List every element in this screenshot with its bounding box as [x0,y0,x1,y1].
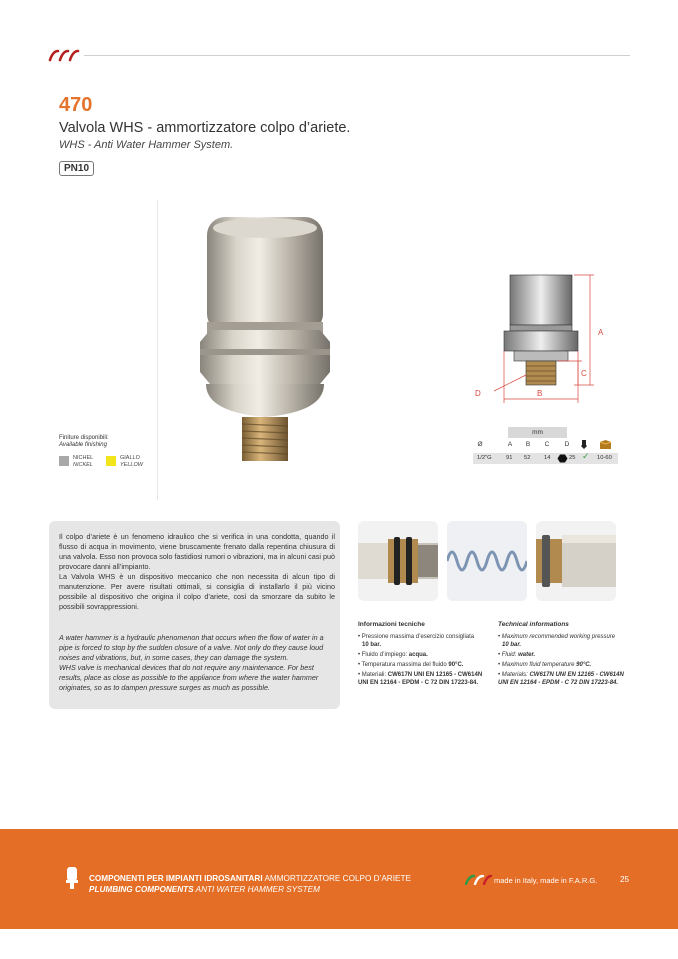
finishes-title-it: Finiture disponibili: [59,435,109,441]
description-italian [59,532,335,612]
brand-logo-icon [48,48,80,62]
dimensions-unit: mm [508,427,567,438]
detail-photo-seal [358,521,438,601]
description-it-paragraph-2: La Valvola WHS è un dispositivo meccanico che non necessita di alcun tipo di manutenzione. Per avere risultati ottimali, si consiglia di installarlo il più vicino possibile al dispositivo che origina il colpo d’ariete, così da smorzare da subito le possibili sovrappressioni. [59,572,335,611]
tech-info-it-heading: Informazioni tecniche [358,621,425,628]
description-english [59,633,335,693]
valve-footer-icon [66,867,78,889]
dim-label-a: A [598,328,604,337]
detail-photo-piston [536,521,616,601]
dim-header-c: C [544,441,550,448]
package-icon [599,439,612,450]
footer-category-it: COMPONENTI PER IMPIANTI IDROSANITARI AMMORTIZZATORE COLPO D’ARIETE [89,874,411,883]
product-title: Valvola WHS - ammortizzatore colpo d’ariete. [59,120,351,136]
dim-value-a: 91 [506,455,513,461]
dim-value-d: 25 [569,455,576,461]
pressure-badge: PN10 [59,161,94,176]
description-en-paragraph-2: WHS valve is mechanical devices that do not require any maintenance. For best results, place as close as possible to the appliance from where the water hammer originates, so as to dampen pressure surges as much as possible. [59,663,319,692]
dim-label-d: D [475,389,481,398]
finishes-title [59,435,109,449]
detail-photo-spring [447,521,527,601]
tech-info-en: Technical informations • Maximum recommended working pressure 10 bar. • Fluid: water. • Maximum fluid temperature 90°C. • Materials: CW617N UNI EN 12165 - CW614N UNI EN 12164 - EPDM - C 72 DIN 17223-84. [498,621,626,688]
page-number: 25 [620,875,630,884]
tech-info-it: Informazioni tecniche • Pressione massima d’esercizio consigliata 10 bar. • Fluido d’impiego: acqua. • Temperatura massima del fluido 90°C. • Materiali: CW617N UNI EN 12165 - CW614N UNI EN 12164 - EPDM - C 72 DIN 17223-84. [358,621,486,688]
product-subtitle: WHS - Anti Water Hammer System. [59,139,234,151]
finishes-title-en: Available finishing [59,442,107,448]
finish-label-yellow: GIALLO YELLOW [120,455,143,468]
dim-header-d: D [564,441,570,448]
dim-header-b: B [525,441,531,448]
header-rule [84,55,630,56]
dim-value-qty: 10-60 [597,455,612,461]
dim-header-diameter: Ø [477,441,483,448]
finish-label-nickel: NICHEL NICKEL [73,455,94,468]
description-en-paragraph-1: A water hammer is a hydraulic phenomenon that occurs when the flow of water in a pipe is forced to stop by the sudden closure of a valve. Not only do they cause loud noises and vibrations, but, in some cases, they can damage the system. [59,633,324,662]
technical-drawing [470,265,620,405]
finish-swatch-yellow [106,456,116,466]
check-icon: ✓ [582,451,590,461]
italy-flag-icon [465,873,492,885]
dim-header-a: A [507,441,513,448]
column-divider [157,200,158,500]
finish-swatch-nickel [59,456,69,466]
tech-info-en-heading: Technical informations [498,621,569,628]
dim-value-b: 52 [524,455,531,461]
thermometer-icon [580,439,588,450]
hex-icon [557,454,568,463]
product-code: 470 [59,94,93,116]
valve-product-image [190,212,340,467]
dim-label-b: B [537,389,543,398]
dim-value-diameter: 1/2"G [477,455,492,461]
footer-made-in: made in Italy, made in F.A.R.G. [494,876,598,885]
footer-category-en: PLUMBING COMPONENTS ANTI WATER HAMMER SYSTEM [89,885,320,894]
dim-label-c: C [581,369,587,378]
description-it-paragraph-1: Il colpo d’ariete è un fenomeno idraulico che si verifica in una condotta, quando il flusso di acqua in movimento, viene bruscamente frenato dalla repentina chiusura di una valvola. Esso non provoca solo fastidiosi rumori o vibrazioni, ma in alcuni casi può provocare danni all’impianto. [59,532,335,571]
dim-value-c: 14 [544,455,551,461]
